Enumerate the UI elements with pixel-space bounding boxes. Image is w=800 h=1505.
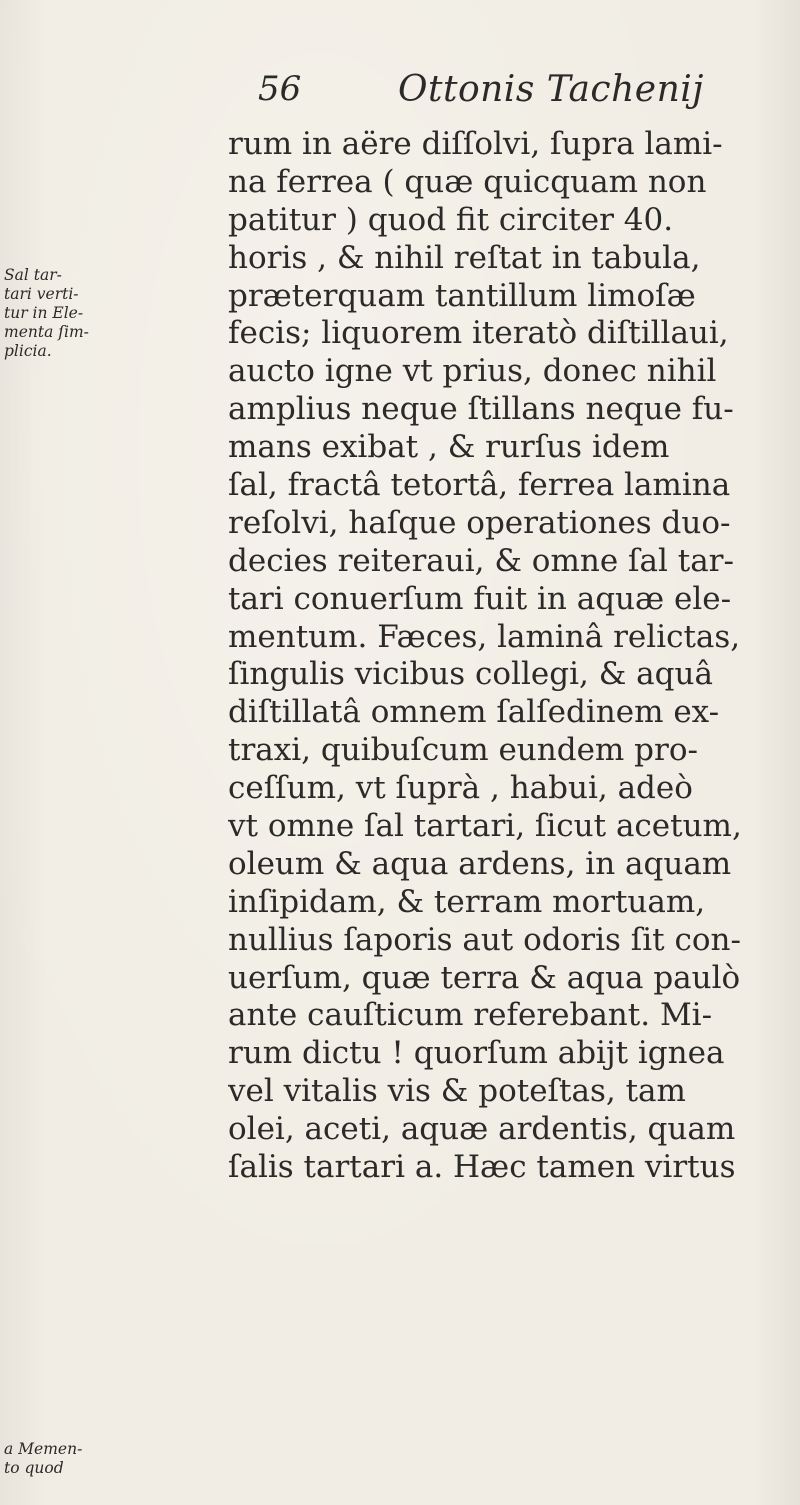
marginal-note-memento	[4, 1440, 134, 1478]
text-line: amplius neque ſtillans neque fu-	[228, 391, 734, 428]
text-line: nullius ſaporis aut odoris ſit con-	[228, 921, 741, 958]
page-number: 56	[258, 69, 302, 109]
text-line: ceſſum, vt ſuprà , habui, adeò	[228, 770, 693, 807]
text-line: horis , & nihil reſtat in tabula,	[228, 239, 701, 276]
text-line: tari conuerſum fuit in aquæ ele-	[228, 580, 732, 617]
marginal-note-line: to quod	[4, 1459, 64, 1477]
marginal-note-line: tur in Ele-	[4, 304, 84, 322]
text-line: vel vitalis vis & poteſtas, tam	[228, 1073, 686, 1110]
text-line: traxi, quibuſcum eundem pro-	[228, 732, 698, 769]
text-line: mans exibat , & rurſus idem	[228, 429, 670, 466]
text-line: rum in aëre diſſolvi, ſupra lami-	[228, 126, 723, 162]
running-title: Ottonis Tachenij	[398, 69, 704, 110]
text-line: na ferrea ( quæ quicquam non	[228, 163, 707, 200]
marginal-note-line: menta ſim-	[4, 323, 89, 341]
text-line: reſolvi, haſque operationes duo-	[228, 504, 731, 541]
text-line: oleum & aqua ardens, in aquam	[228, 845, 732, 882]
marginal-note-line: tari verti-	[4, 285, 79, 303]
text-line: olei, aceti, aquæ ardentis, quam	[228, 1111, 736, 1148]
marginal-note-line: a Memen-	[4, 1440, 83, 1458]
text-line: fecis; liquorem iteratò diſtillaui,	[228, 315, 729, 352]
text-line: ſingulis vicibus collegi, & aquâ	[228, 656, 713, 693]
text-line: patitur ) quod fit circiter 40.	[228, 201, 674, 238]
body-text	[228, 126, 798, 1187]
text-line: ante cauſticum referebant. Mi-	[228, 997, 713, 1034]
marginal-note-line: plicia.	[4, 342, 52, 360]
text-line: ſal, fractâ tetortâ, ferrea lamina	[228, 467, 731, 504]
text-line: ſalis tartari a. Hæc tamen virtus	[228, 1149, 736, 1186]
text-line: decies reiteraui, & omne ſal tar-	[228, 542, 734, 579]
text-line: aucto igne vt prius, donec nihil	[228, 353, 717, 390]
text-line: rum dictu ! quorſum abijt ignea	[228, 1035, 725, 1072]
text-line: diſtillatâ omnem ſalſedinem ex-	[228, 694, 720, 731]
text-line: uerſum, quæ terra & aqua paulò	[228, 959, 741, 996]
text-line: præterquam tantillum limoſæ	[228, 277, 696, 314]
page-header	[258, 69, 778, 122]
text-line: inſipidam, & terram mortuam,	[228, 883, 706, 920]
text-line: mentum. Fæces, laminâ relictas,	[228, 618, 741, 655]
marginal-note-sal-tartari	[4, 266, 134, 361]
marginal-note-line: Sal tar-	[4, 266, 62, 284]
text-line: vt omne ſal tartari, ſicut acetum,	[228, 808, 742, 845]
